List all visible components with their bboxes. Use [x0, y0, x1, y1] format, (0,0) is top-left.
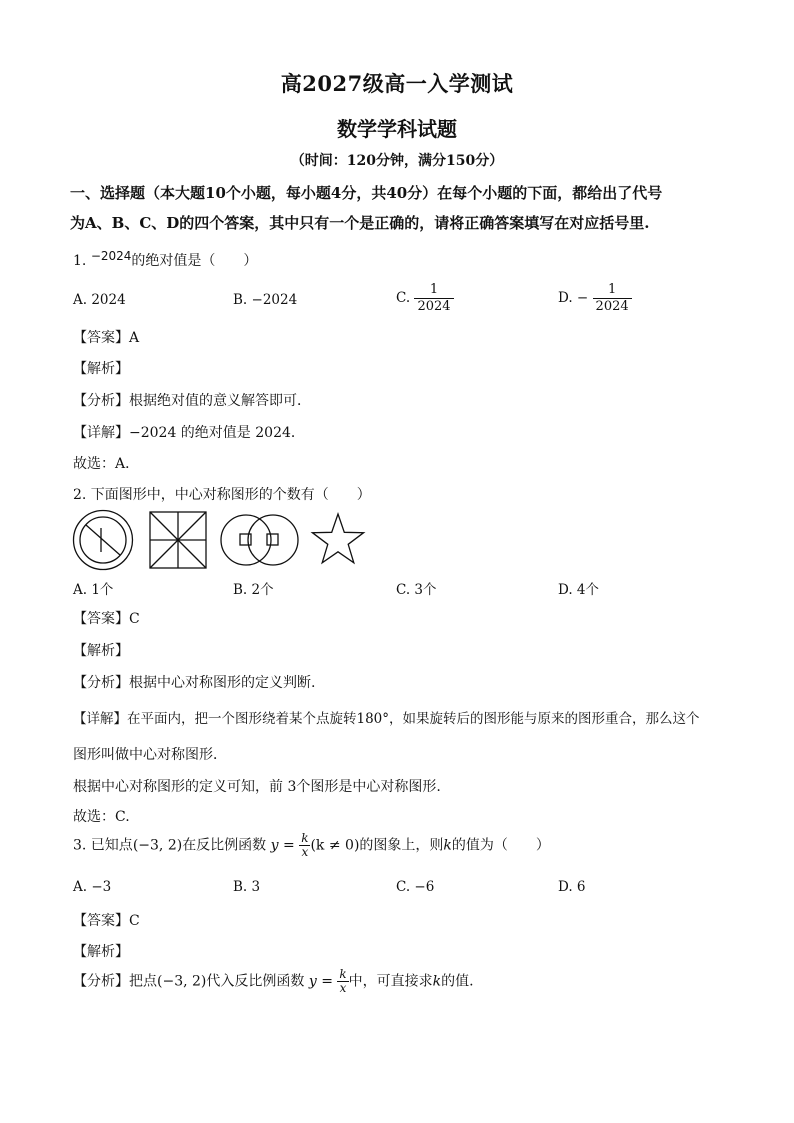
q3-func-lhs: y =: [270, 837, 295, 854]
q1-answer: 【答案】A: [73, 330, 140, 346]
q2-option-d: D. 4个: [558, 582, 600, 598]
q3-option-b: B. 3: [233, 879, 261, 895]
q1-option-d: [558, 282, 632, 315]
fraction-denominator: x: [339, 981, 347, 995]
exam-title: 高2027级高一入学测试: [280, 71, 514, 96]
q2-analysis-heading: 【解析】: [73, 643, 129, 659]
q2-detail-line1: 【详解】在平面内，把一个图形绕着某个点旋转180°，如果旋转后的图形能与原来的图形重合，那么这个: [73, 711, 700, 727]
q3-fenxi: [73, 968, 474, 995]
q1-stem-text: 的绝对值是（ ）: [131, 253, 258, 269]
q2-stem: 2. 下面图形中，中心对称图形的个数有（ ）: [73, 487, 371, 503]
q3-fenxi-point: (−3, 2): [157, 973, 207, 990]
fraction-numerator: k: [301, 831, 309, 845]
q3-fenxi-a: 【分析】把点: [73, 973, 157, 990]
q3-fenxi-k: k: [432, 973, 442, 990]
q1-option-d-label: D. −: [558, 290, 589, 306]
q1-option-d-fraction: [593, 282, 632, 315]
q3-stem: [73, 832, 550, 859]
figure-circle-with-slash: [74, 511, 133, 570]
figure-square-pinwheel: [150, 512, 206, 568]
q3-option-d: D. 6: [558, 879, 586, 895]
q3-fenxi-c: 中，可直接求: [348, 973, 433, 990]
q2-option-b: B. 2个: [233, 582, 274, 598]
q3-stem-a: 3. 已知点: [73, 837, 133, 854]
q1-option-a: A. 2024: [73, 292, 126, 308]
q3-func-fraction: [299, 832, 310, 859]
q1-stem: [73, 250, 257, 270]
figure-two-coins: [221, 515, 298, 565]
q3-stem-c: 的图象上，则: [359, 837, 444, 854]
exam-subject: 数学学科试题: [337, 117, 457, 141]
q3-fenxi-b: 代入反比例函数: [206, 973, 305, 990]
section-intro-line1: 一、选择题（本大题10个小题，每小题4分，共40分）在每个小题的下面，都给出了代号: [70, 184, 663, 202]
fraction-denominator: 2024: [595, 299, 629, 314]
figure-five-point-star: [312, 514, 363, 563]
q2-option-c: C. 3个: [396, 582, 437, 598]
q2-choose: 故选：C.: [73, 809, 130, 825]
q1-fenxi: 【分析】根据绝对值的意义解答即可．: [73, 393, 311, 409]
q1-option-b: B. −2024: [233, 292, 298, 308]
q1-number: 1.: [73, 253, 87, 269]
q3-analysis-heading: 【解析】: [73, 944, 129, 960]
q1-expression: −2024: [90, 249, 132, 263]
q3-option-c: C. −6: [396, 879, 435, 895]
fraction-denominator: 2024: [417, 299, 451, 314]
q3-stem-b: 在反比例函数: [182, 837, 267, 854]
q2-option-a: A. 1个: [73, 582, 114, 598]
q3-option-a: A. −3: [73, 879, 112, 895]
q2-answer: 【答案】C: [73, 611, 140, 627]
q3-stem-d: 的值为（ ）: [451, 837, 550, 854]
q1-option-c-fraction: [414, 282, 453, 315]
q3-answer: 【答案】C: [73, 913, 140, 929]
fraction-numerator: k: [339, 967, 347, 981]
q1-option-c: [396, 282, 454, 315]
q3-fenxi-fraction: [337, 968, 348, 995]
q3-var-k: k: [443, 837, 452, 854]
q2-figures: [70, 508, 370, 572]
q3-fenxi-d: 的值.: [441, 973, 474, 990]
q1-choose: 故选：A．: [73, 456, 140, 472]
exam-info: （时间：120分钟，满分150分）: [290, 153, 504, 169]
q1-detail: 【详解】−2024 的绝对值是 2024．: [73, 425, 305, 441]
fraction-denominator: x: [301, 845, 309, 859]
q3-condition: (k ≠ 0): [310, 837, 360, 854]
fraction-numerator: 1: [414, 282, 453, 299]
q2-detail-line3: 根据中心对称图形的定义可知，前 3个图形是中心对称图形.: [73, 779, 441, 795]
q1-analysis-heading: 【解析】: [73, 361, 129, 377]
section-intro-line2: 为A、B、C、D的四个答案，其中只有一个是正确的，请将正确答案填写在对应括号里.: [70, 214, 650, 232]
q3-point: (−3, 2): [132, 837, 183, 854]
q2-fenxi: 【分析】根据中心对称图形的定义判断.: [73, 675, 316, 691]
q2-detail-line2: 图形叫做中心对称图形．: [73, 747, 227, 763]
q1-option-c-label: C.: [396, 290, 411, 306]
q3-fenxi-lhs: y =: [308, 973, 333, 990]
fraction-numerator: 1: [593, 282, 632, 299]
